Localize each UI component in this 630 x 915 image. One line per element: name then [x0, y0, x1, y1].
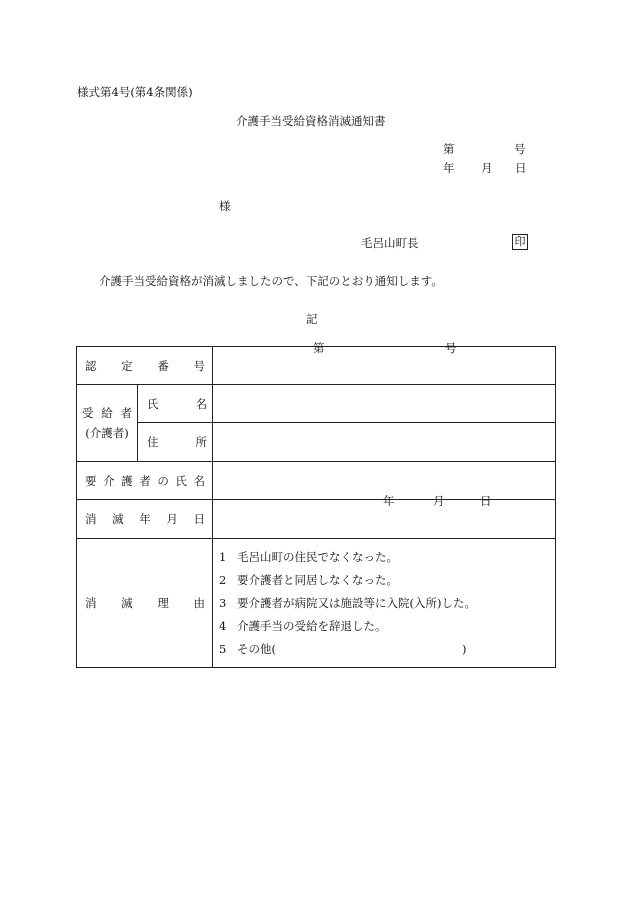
reason-item-1[interactable]: 1 毛呂山町の住民でなくなった。	[219, 549, 398, 564]
address-label: 住 所	[138, 423, 213, 462]
addressee-suffix: 様	[219, 199, 231, 213]
table-row-recipient-name	[77, 385, 556, 423]
recipient-label: 受 給 者 (介護者)	[77, 385, 138, 462]
doc-number-suffix: 号	[514, 142, 526, 156]
care-recipient-label: 要 介 護 者 の 氏 名	[77, 462, 213, 500]
recipient-name-field[interactable]	[213, 385, 556, 423]
reason-item-2[interactable]: 2 要介護者と同居しなくなった。	[219, 572, 398, 587]
form-table	[76, 341, 556, 668]
issuer-name: 毛呂山町長	[361, 236, 419, 250]
table-row-reason	[77, 539, 556, 668]
doc-number-prefix: 第	[443, 142, 455, 156]
extinction-reason-list	[213, 539, 556, 668]
table-row-cert	[77, 347, 556, 385]
extinction-date-label: 消 滅 年 月 日	[77, 500, 213, 539]
note-heading: 記	[306, 312, 318, 326]
table-row-recipient-address	[77, 423, 556, 462]
reason-item-4[interactable]: 4 介護手当の受給を辞退した。	[219, 618, 387, 633]
seal-mark	[512, 234, 528, 250]
cert-number-field[interactable]: 第 号	[213, 347, 556, 385]
issue-date-day: 日	[515, 161, 527, 175]
body-text: 介護手当受給資格が消滅しましたので、下記のとおり通知します。	[99, 274, 443, 288]
reason-item-3[interactable]: 3 要介護者が病院又は施設等に入院(入所)した。	[219, 595, 476, 610]
extinction-date-field[interactable]: 年 月 日	[213, 500, 556, 539]
reason-item-5[interactable]: 5 その他( )	[219, 641, 467, 656]
seal-icon: 印	[512, 234, 528, 250]
extinction-reason-label: 消 滅 理 由	[77, 539, 213, 668]
recipient-address-field[interactable]	[213, 423, 556, 462]
document-title: 介護手当受給資格消滅通知書	[236, 114, 386, 128]
issue-date-month: 月	[481, 161, 493, 175]
cert-number-label: 認 定 番 号	[77, 347, 213, 385]
form-number: 様式第4号(第4条関係)	[77, 85, 193, 99]
issue-date-year: 年	[443, 161, 455, 175]
name-label: 氏 名	[138, 385, 213, 423]
table-row-date	[77, 500, 556, 539]
